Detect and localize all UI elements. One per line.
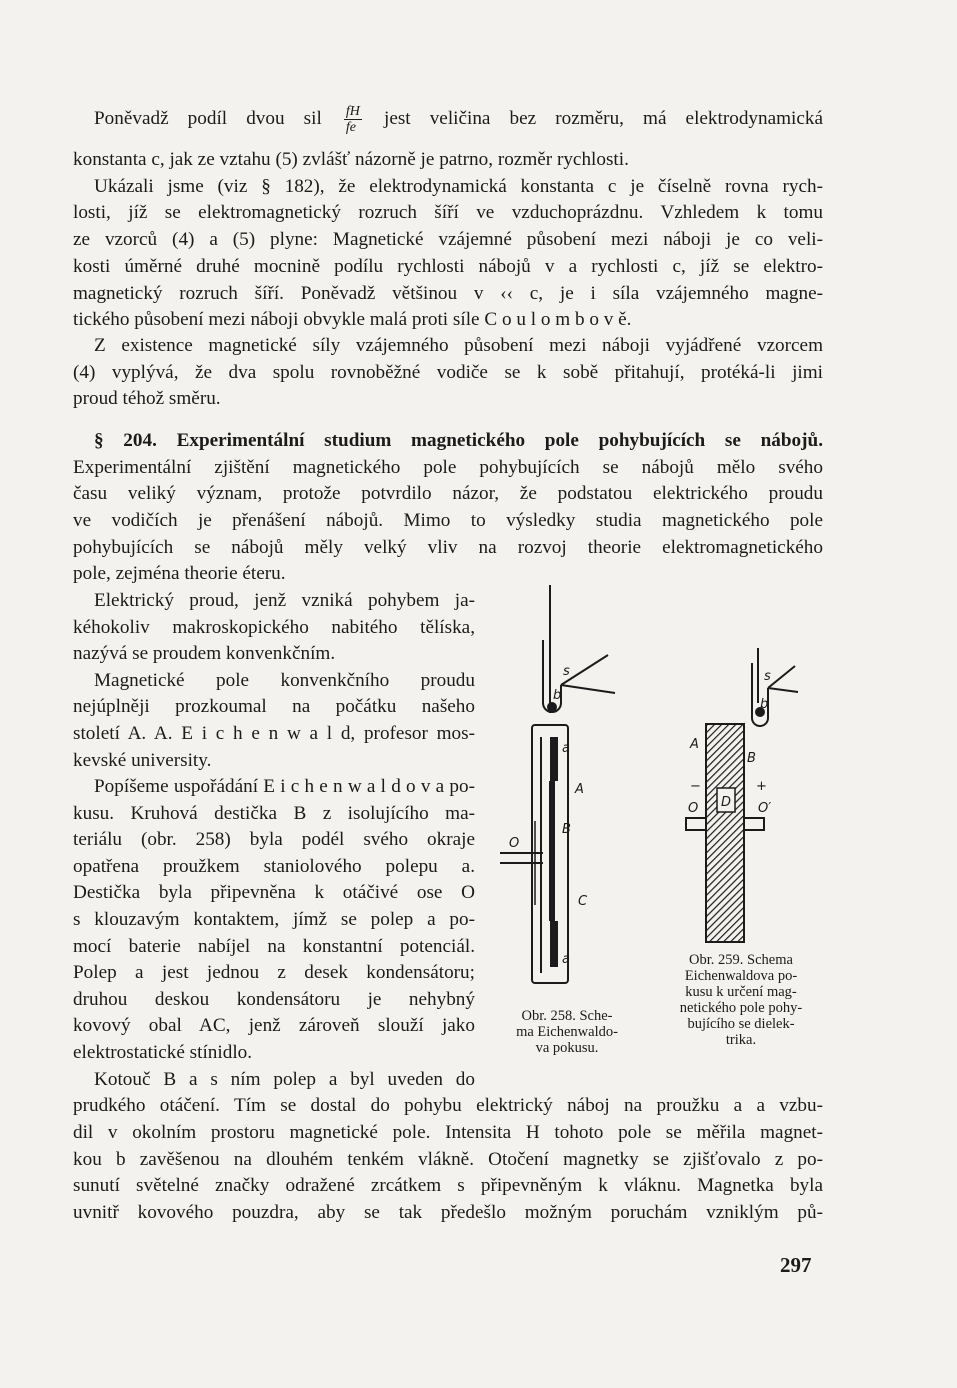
force-ratio-fraction [344, 104, 362, 135]
text-line: Magnetické pole konvenkčního proudu [94, 670, 475, 691]
svg-text:D: D [721, 795, 732, 810]
text-line: opatřena proužkem staniolového polepu a. [73, 856, 475, 877]
text-line: sunutí světelné značky odražené zrcátkem s připevněným k vláknu. Magnetka byla [73, 1175, 823, 1196]
text-line: Experimentální zjištění magnetického pole pohybujících se nábojů mělo svého [73, 457, 823, 478]
svg-text:s: s [563, 664, 570, 679]
text-line: tického působení mezi náboji obvykle malá proti síle C o u l o m b o v ě. [73, 309, 632, 330]
svg-text:A: A [690, 737, 699, 752]
dielectric-disc [706, 724, 744, 942]
foil-strip-bottom [550, 921, 558, 967]
foil-strip-top [550, 737, 558, 781]
text-line: pole, zejména theorie éteru. [73, 563, 286, 584]
text-line: (4) vyplývá, že dva spolu rovnoběžné vodiče se k sobě přitahují, protéká-li jimi [73, 362, 823, 383]
text-line: Z existence magnetické síly vzájemného působení mezi náboji vyjádřené vzorcem [94, 335, 823, 356]
figure-259-caption: Obr. 259. Schema Eichenwaldova po- kusu k určení mag- netického pole pohy- bujícího se dielek- trika. [679, 952, 803, 1048]
svg-text:O: O [688, 801, 699, 816]
text-line: času veliký význam, protože potvrdilo názor, že podstatou elektrického proudu [73, 483, 823, 504]
text-line: ve vodičích je přenášení nábojů. Mimo to výsledky studia magnetického pole [73, 510, 823, 531]
text-line: pohybujících se nábojů měly velký vliv na rozvoj theorie elektromagnetického [73, 537, 823, 558]
text-line: Ukázali jsme (viz § 182), že elektrodynamická konstanta c je číselně rovna rych- [94, 176, 823, 197]
fraction-numerator: fH [345, 104, 360, 119]
text-line: Kotouč B a s ním polep a byl uveden do [94, 1069, 475, 1090]
text-line: ze vzorců (4) a (5) plyne: Magnetické vzájemné působení mezi náboji je co veli- [73, 229, 823, 250]
text-line: dil v okolním prostoru magnetické pole. Intensita H tohoto pole se měřila magnet- [73, 1122, 823, 1143]
text-line: elektrostatické stínidlo. [73, 1042, 253, 1063]
text-line: kou b zavěšenou na dlouhém tenkém vlákně. Otočení magnetky se zjišťovalo z po- [73, 1149, 823, 1170]
page-number: 297 [780, 1253, 812, 1277]
text-line: Destička byla připevněna k otáčivé ose O [73, 882, 475, 903]
text-line: losti, jíž se elektromagnetický rozruch šíří ve vzduchoprázdnu. Vzhledem k tomu [73, 202, 823, 223]
svg-text:−: − [690, 779, 701, 794]
svg-text:O: O [509, 836, 520, 851]
magnet-b [547, 702, 557, 712]
svg-text:b: b [553, 688, 562, 703]
text-line: proud téhož směru. [73, 388, 221, 409]
svg-text:s: s [764, 669, 771, 684]
text-line: magnetický rozruch šíří. Poněvadž většinou v ‹‹ c, je i síla vzájemného magne- [73, 283, 823, 304]
svg-text:B: B [562, 822, 571, 837]
text-line: Popíšeme uspořádání E i c h e n w a l d o v a po- [94, 776, 475, 797]
text-line: kéhokoliv makroskopického nabitého tělíska, [73, 617, 475, 638]
figure-258-caption: Obr. 258. Sche- ma Eichenwaldo- va pokusu. [516, 1008, 618, 1056]
text-line: teriálu (obr. 258) byla podél svého okraje [73, 829, 475, 850]
text-line: kevské university. [73, 750, 212, 771]
svg-text:+: + [756, 779, 767, 794]
section-heading: § 204. Experimentální studium magnetického pole pohybujících se nábojů. [94, 430, 823, 451]
text-line: mocí baterie nabíjel na konstantní potenciál. [73, 936, 475, 957]
text-line: kovový obal AC, jenž zároveň slouží jako [73, 1015, 475, 1036]
text-line: kusu. Kruhová destička B z isolujícího ma- [73, 803, 475, 824]
svg-text:O′: O′ [758, 801, 772, 816]
svg-text:b: b [760, 697, 769, 712]
text-line: kosti úměrné druhé mocnině podílu rychlosti nábojů v a rychlosti c, jíž se elektro- [73, 256, 823, 277]
figure-258 [495, 585, 645, 995]
text-line: Poněvadž podíl dvou sil $\frac{fH}{fe}$ jest veličina bez rozměru, má elektrodynamická [94, 104, 824, 135]
disc-B [549, 781, 555, 921]
text-line: nejúplněji prozkoumal na počátku našeho [73, 696, 475, 717]
svg-text:a: a [562, 952, 570, 967]
text-line: konstanta c, jak ze vztahu (5) zvlášť názorně je patrno, rozměr rychlosti. [73, 149, 629, 170]
text-line: Polep a jest jednou z desek kondensátoru; [73, 962, 475, 983]
text-line: druhou deskou kondensátoru je nehybný [73, 989, 475, 1010]
text-line: s klouzavým kontaktem, jímž se polep a po- [73, 909, 475, 930]
text-line: nazývá se proudem konvenkčním. [73, 643, 336, 664]
svg-text:A: A [575, 782, 584, 797]
svg-text:B: B [747, 751, 756, 766]
svg-text:C: C [578, 894, 588, 909]
text-line: Elektrický proud, jenž vzniká pohybem ja- [94, 590, 475, 611]
text-line: uvnitř kovového pouzdra, aby se tak předešlo možným poruchám vzniklým pů- [73, 1202, 823, 1223]
text-line: století A. A. E i c h e n w a l d, profesor mos- [73, 723, 475, 744]
text-line: prudkého otáčení. Tím se dostal do pohybu elektrický náboj na proužku a a vzbu- [73, 1095, 823, 1116]
figure-259 [670, 648, 810, 958]
svg-text:a: a [562, 741, 570, 756]
fraction-denominator: fe [345, 120, 356, 135]
